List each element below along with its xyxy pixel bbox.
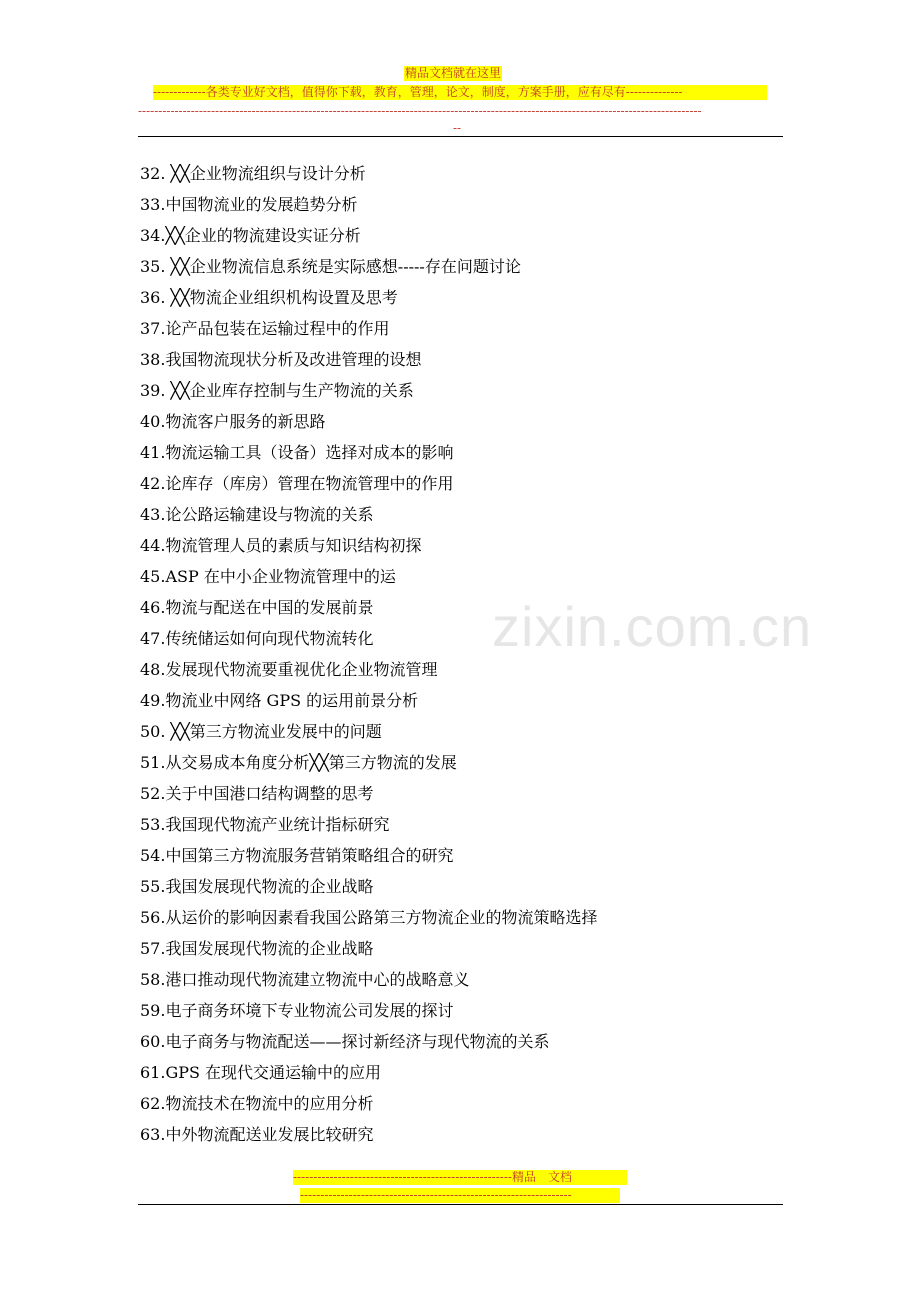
- list-item: 53.我国现代物流产业统计指标研究: [140, 815, 390, 834]
- header-dash-tail: --: [453, 121, 462, 135]
- list-item: 56.从运价的影响因素看我国公路第三方物流企业的物流策略选择: [140, 908, 598, 927]
- header-subtitle: -------------各类专业好文档，值得你下载，教育，管理，论文，制度，方案手册，应有尽有--------------: [153, 85, 767, 100]
- topic-list: [140, 158, 597, 1150]
- list-item: 50. ╳╳第三方物流业发展中的问题: [140, 722, 382, 741]
- list-item: 47.传统储运如何向现代物流转化: [140, 629, 374, 648]
- list-item: 39. ╳╳企业库存控制与生产物流的关系: [140, 381, 414, 400]
- list-item: 46.物流与配送在中国的发展前景: [140, 598, 374, 617]
- list-item: 51.从交易成本角度分析╳╳第三方物流的发展: [140, 753, 457, 772]
- list-item: 41.物流运输工具（设备）选择对成本的影响: [140, 443, 454, 462]
- list-item: 57.我国发展现代物流的企业战略: [140, 939, 374, 958]
- list-item: 44.物流管理人员的素质与知识结构初探: [140, 536, 422, 555]
- list-item: 63.中外物流配送业发展比较研究: [140, 1125, 374, 1144]
- list-item: 48.发展现代物流要重视优化企业物流管理: [140, 660, 438, 679]
- list-item: 33.中国物流业的发展趋势分析: [140, 195, 358, 214]
- list-item: 43.论公路运输建设与物流的关系: [140, 505, 374, 524]
- list-item: 32. ╳╳企业物流组织与设计分析: [140, 164, 366, 183]
- list-item: 49.物流业中网络 GPS 的运用前景分析: [140, 691, 419, 710]
- list-item: 37.论产品包装在运输过程中的作用: [140, 319, 390, 338]
- list-item: 34.╳╳企业的物流建设实证分析: [140, 226, 361, 245]
- footer-divider: [138, 1204, 783, 1205]
- list-item: 55.我国发展现代物流的企业战略: [140, 877, 374, 896]
- list-item: 38.我国物流现状分析及改进管理的设想: [140, 350, 422, 369]
- footer-label: ------------------------------------------------------精品 文档: [293, 1170, 627, 1185]
- list-item: 36. ╳╳物流企业组织机构设置及思考: [140, 288, 398, 307]
- list-item: 45.ASP 在中小企业物流管理中的运: [140, 567, 396, 586]
- header-divider: [138, 136, 783, 137]
- watermark: zixin.com.cn: [492, 595, 813, 658]
- list-item: 60.电子商务与物流配送——探讨新经济与现代物流的关系: [140, 1032, 550, 1051]
- list-item: 62.物流技术在物流中的应用分析: [140, 1094, 374, 1113]
- header-dash-line: -------------------------------------------------------------------------------------------------------------------------------------------: [138, 104, 702, 118]
- list-item: 59.电子商务环境下专业物流公司发展的探讨: [140, 1001, 454, 1020]
- list-item: 40.物流客户服务的新思路: [140, 412, 326, 431]
- header-title: 精品文档就在这里: [405, 66, 502, 80]
- list-item: 52.关于中国港口结构调整的思考: [140, 784, 374, 803]
- list-item: 54.中国第三方物流服务营销策略组合的研究: [140, 846, 454, 865]
- list-item: 42.论库存（库房）管理在物流管理中的作用: [140, 474, 454, 493]
- list-item: 35. ╳╳企业物流信息系统是实际感想-----存在问题讨论: [140, 257, 521, 276]
- list-item: 58.港口推动现代物流建立物流中心的战略意义: [140, 970, 470, 989]
- footer-dash-line: -------------------------------------------------------------------: [300, 1188, 620, 1203]
- list-item: 61.GPS 在现代交通运输中的应用: [140, 1063, 382, 1082]
